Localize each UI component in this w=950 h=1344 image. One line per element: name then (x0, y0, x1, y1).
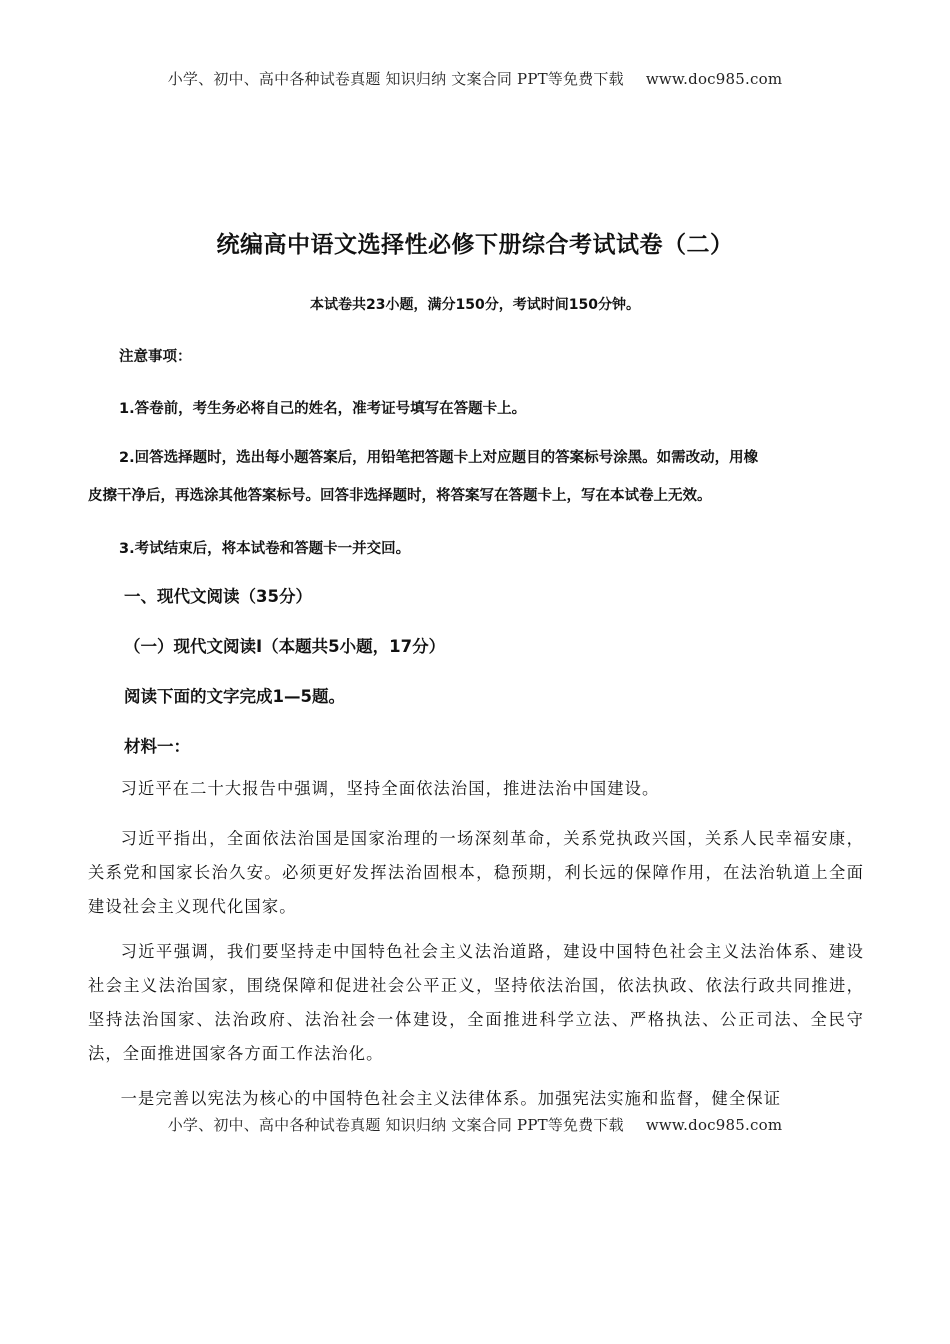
header-text: 小学、初中、高中各种试卷真题 知识归纳 文案合同 PPT等免费下载 (167, 70, 624, 88)
passage-paragraph-3: 习近平强调，我们要坚持走中国特色社会主义法治道路，建设中国特色社会主义法治体系、建设社会主义法治国家，围绕保障和促进社会公平正义，坚持依法治国，依法执政、依法行政共同推进，坚持法治国家、法治政府、法治社会一体建设，全面推进科学立法、严格执法、公正司法、全民守法，全面推进国家各方面工作法治化。 (88, 942, 864, 1063)
notice-item-2-line-1: 2.回答选择题时，选出每小题答案后，用铅笔把答题卡上对应题目的答案标号涂黑。如需改动，用橡 (119, 450, 759, 466)
exam-title: 统编高中语文选择性必修下册综合考试试卷（二） (216, 232, 734, 258)
page-footer (0, 1114, 950, 1135)
footer-text: 小学、初中、高中各种试卷真题 知识归纳 文案合同 PPT等免费下载 (167, 1116, 624, 1134)
notice-heading: 注意事项： (119, 349, 192, 365)
page-header (0, 68, 950, 89)
passage-paragraph-1: 习近平在二十大报告中强调，坚持全面依法治国，推进法治中国建设。 (120, 779, 660, 798)
notice-item-1: 1.答卷前，考生务必将自己的姓名，准考证号填写在答题卡上。 (119, 401, 527, 417)
header-site-link[interactable]: www.doc985.com (645, 70, 783, 88)
notice-item-3: 3.考试结束后，将本试卷和答题卡一并交回。 (119, 541, 411, 557)
section-heading-part1: 一、现代文阅读（35分） (124, 587, 312, 606)
footer-site-link[interactable]: www.doc985.com (645, 1116, 783, 1134)
notice-item-2-line-2: 皮擦干净后，再选涂其他答案标号。回答非选择题时，将答案写在答题卡上，写在本试卷上无效。 (88, 488, 712, 504)
material-label: 材料一： (124, 737, 190, 756)
exam-subtitle: 本试卷共23小题，满分150分，考试时间150分钟。 (310, 297, 640, 313)
section-subheading: （一）现代文阅读Ⅰ（本题共5小题，17分） (124, 637, 446, 656)
passage-paragraph-4: 一是完善以宪法为核心的中国特色社会主义法律体系。加强宪法实施和监督，健全保证 (120, 1089, 782, 1108)
passage-paragraph-2: 习近平指出，全面依法治国是国家治理的一场深刻革命，关系党执政兴国，关系人民幸福安康，关系党和国家长治久安。必须更好发挥法治固根本，稳预期，利长远的保障作用，在法治轨道上全面建设社会主义现代化国家。 (88, 829, 864, 916)
reading-instruction: 阅读下面的文字完成1—5题。 (124, 687, 345, 706)
